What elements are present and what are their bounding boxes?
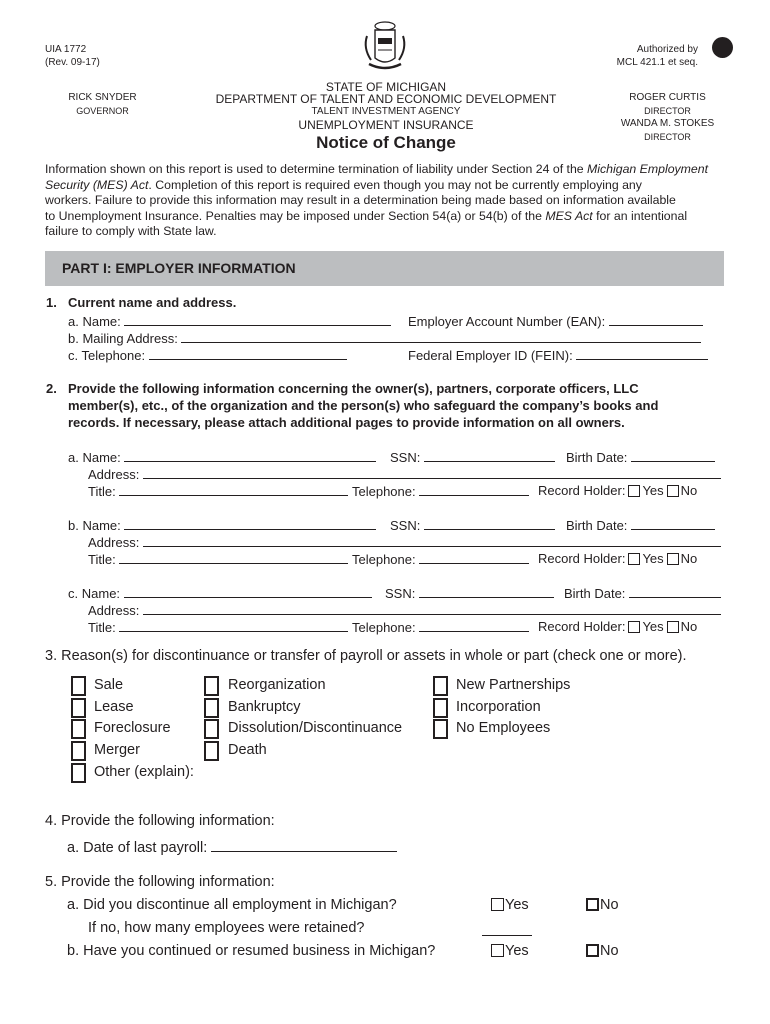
owner-title-field[interactable] <box>119 619 348 632</box>
q3-col3-checkbox-2[interactable] <box>433 719 448 739</box>
owner-telephone-label: Telephone: <box>352 620 416 635</box>
owner-letter: a. <box>68 450 79 465</box>
owner-title-label: Title: <box>88 620 116 635</box>
agency-name: TALENT INVESTMENT AGENCY <box>311 106 461 117</box>
owner-title-label: Title: <box>88 552 116 567</box>
ssn-label: SSN: <box>390 518 421 533</box>
last-payroll-field[interactable] <box>211 837 397 852</box>
record-holder-yes-checkbox[interactable] <box>628 621 640 633</box>
owner-2-record-holder <box>538 619 697 635</box>
ssn-field[interactable] <box>424 517 555 530</box>
yes-label: Yes <box>642 619 664 634</box>
black-dot-icon <box>712 37 733 58</box>
birth-date-label: Birth Date: <box>566 450 628 465</box>
intro-text: for an intentional <box>592 208 688 223</box>
owner-1-address-row <box>88 534 721 551</box>
fein-label: Federal Employer ID (FEIN): <box>408 348 573 363</box>
q3-col1-checkbox-1[interactable] <box>71 698 86 718</box>
authorized-by: Authorized by <box>636 44 698 55</box>
q5b-yes[interactable] <box>491 943 529 960</box>
mailing-address-label: b. Mailing Address: <box>68 331 178 346</box>
record-holder-label: Record Holder: <box>538 551 626 566</box>
state-name: STATE OF MICHIGAN <box>325 80 447 94</box>
birth-date-field[interactable] <box>631 517 715 530</box>
no-label: No <box>680 483 698 498</box>
q3-option-label: New Partnerships <box>456 677 571 693</box>
ssn-label: SSN: <box>385 586 416 601</box>
owner-0-address-row <box>88 466 721 483</box>
yes-label: Yes <box>642 483 664 498</box>
owner-address-label: Address: <box>88 535 140 550</box>
ssn-field[interactable] <box>419 585 554 598</box>
department-name: DEPARTMENT OF TALENT AND ECONOMIC DEVELOPMENT <box>215 92 557 106</box>
q3-col1-checkbox-3[interactable] <box>71 741 86 761</box>
telephone-field[interactable] <box>149 347 347 360</box>
q3-col2-checkbox-0[interactable] <box>204 676 219 696</box>
q3-option-label: Sale <box>94 677 124 693</box>
checkbox[interactable] <box>491 898 504 911</box>
yes-label: Yes <box>505 943 529 959</box>
q4-question: 4. Provide the following information: <box>45 813 275 829</box>
q3-col2-checkbox-2[interactable] <box>204 719 219 739</box>
director2-title: DIRECTOR <box>644 132 691 142</box>
q3-option-label: Lease <box>94 698 134 715</box>
q2-text: member(s), etc., of the organization and the person(s) who safeguard the company’s books and <box>68 398 659 413</box>
record-holder-yes-checkbox[interactable] <box>628 553 640 565</box>
owner-title-label: Title: <box>88 484 116 499</box>
birth-date-field[interactable] <box>629 585 721 598</box>
owner-0-name-row <box>68 449 376 466</box>
owner-0-title-row <box>88 483 348 500</box>
part1-banner <box>45 251 724 286</box>
q3-option-label: Merger <box>94 742 140 759</box>
q3-col2-checkbox-3[interactable] <box>204 741 219 761</box>
record-holder-no-checkbox[interactable] <box>667 621 679 633</box>
q3-col1-checkbox-0[interactable] <box>71 676 86 696</box>
page-title: Notice of Change <box>316 133 456 152</box>
q5b-question: b. Have you continued or resumed business in Michigan? <box>67 943 436 959</box>
record-holder-label: Record Holder: <box>538 619 626 634</box>
q4a-row <box>67 837 397 857</box>
q1-phone-row <box>68 347 347 364</box>
q3-option-label: Dissolution/Discontinuance <box>228 720 403 737</box>
owner-address-field[interactable] <box>143 534 721 547</box>
intro-text: Information shown on this report is used to determine termination of liability under Section 24 of the <box>45 162 588 176</box>
owner-name-label: Name: <box>82 450 121 465</box>
no-label: No <box>600 943 619 959</box>
owner-telephone-label: Telephone: <box>352 552 416 567</box>
q5b-no[interactable] <box>586 943 619 960</box>
owner-1-birth-row <box>566 517 715 534</box>
telephone-label: c. Telephone: <box>68 348 146 363</box>
q3-option-label: Reorganization <box>228 677 326 693</box>
owner-telephone-label: Telephone: <box>352 484 416 499</box>
q5-question: 5. Provide the following information: <box>45 874 275 890</box>
owner-name-label: Name: <box>82 518 121 533</box>
owner-0-phone-row <box>352 483 529 500</box>
intro-italic: Security (MES) Act <box>45 177 149 192</box>
owner-2-ssn-row <box>385 585 554 602</box>
birth-date-field[interactable] <box>631 449 715 462</box>
owner-0-record-holder <box>538 483 697 499</box>
last-payroll-label: a. Date of last payroll: <box>67 840 208 856</box>
q1-name-row <box>68 313 391 330</box>
q3-option-label: Bankruptcy <box>228 698 301 715</box>
q5a-no[interactable] <box>586 897 619 914</box>
director2-name: WANDA M. STOKES <box>620 118 715 129</box>
director1-title: DIRECTOR <box>644 106 691 116</box>
intro-paragraph <box>45 162 708 240</box>
employees-retained-field[interactable] <box>482 935 532 936</box>
no-label: No <box>680 619 698 634</box>
record-holder-no-checkbox[interactable] <box>667 485 679 497</box>
michigan-seal-icon <box>361 20 409 74</box>
owner-2-address-row <box>88 602 721 619</box>
owner-letter: c. <box>68 586 79 601</box>
owner-address-label: Address: <box>88 603 140 618</box>
q2-text: Provide the following information concerning the owner(s), partners, corporate officers, LLC <box>68 381 639 396</box>
intro-text: workers. Failure to provide this information may result in a determination being made based on information available <box>45 193 676 207</box>
owner-name-field[interactable] <box>124 449 376 462</box>
owner-0-ssn-row <box>390 449 555 466</box>
owner-name-label: Name: <box>81 586 121 601</box>
q5a-question: a. Did you discontinue all employment in Michigan? <box>67 897 397 913</box>
yes-label: Yes <box>642 551 664 566</box>
owner-1-record-holder <box>538 551 697 567</box>
q3-question: 3. Reason(s) for discontinuance or transfer of payroll or assets in whole or part (check one or more). <box>45 648 687 664</box>
checkbox[interactable] <box>586 944 599 957</box>
governor-name: RICK SNYDER <box>68 92 137 103</box>
q3-col1-checkbox-4[interactable] <box>71 763 86 783</box>
birth-date-label: Birth Date: <box>566 518 628 533</box>
owner-address-label: Address: <box>88 467 140 482</box>
q3-col3-checkbox-1[interactable] <box>433 698 448 718</box>
q1-ean-row <box>408 313 703 330</box>
ean-label: Employer Account Number (EAN): <box>408 314 606 329</box>
intro-text: failure to comply with State law. <box>45 224 217 238</box>
part1-heading: PART I: EMPLOYER INFORMATION <box>62 260 296 276</box>
owner-1-ssn-row <box>390 517 555 534</box>
owner-name-field[interactable] <box>124 585 372 598</box>
q1-number: 1. <box>46 295 57 310</box>
q3-option-label: Death <box>228 742 267 759</box>
checkbox[interactable] <box>491 944 504 957</box>
owner-1-phone-row <box>352 551 529 568</box>
q3-option-label: Foreclosure <box>94 720 171 737</box>
intro-text: to Unemployment Insurance. Penalties may be imposed under Section 54(a) or 54(b) of the <box>45 208 546 223</box>
yes-label: Yes <box>505 897 529 913</box>
owner-letter: b. <box>68 518 79 533</box>
q3-col2-checkbox-1[interactable] <box>204 698 219 718</box>
q3-option-label: Other (explain): <box>94 763 194 780</box>
form-revision: (Rev. 09-17) <box>45 57 100 68</box>
mcl-reference: MCL 421.1 et seq. <box>616 57 698 68</box>
q1-title: Current name and address. <box>68 295 237 310</box>
fein-field[interactable] <box>576 347 708 360</box>
q3-col1-checkbox-2[interactable] <box>71 719 86 739</box>
owner-2-birth-row <box>564 585 721 602</box>
owner-title-field[interactable] <box>119 483 348 496</box>
q2-number: 2. <box>46 381 57 396</box>
owner-address-field[interactable] <box>143 602 721 615</box>
owner-1-name-row <box>68 517 376 534</box>
owner-1-title-row <box>88 551 348 568</box>
record-holder-yes-checkbox[interactable] <box>628 485 640 497</box>
q3-option-label: No Employees <box>456 720 551 737</box>
governor-title: GOVERNOR <box>76 106 129 116</box>
q1-fein-row <box>408 347 708 364</box>
owner-title-field[interactable] <box>119 551 348 564</box>
birth-date-label: Birth Date: <box>564 586 626 601</box>
record-holder-no-checkbox[interactable] <box>667 553 679 565</box>
owner-telephone-field[interactable] <box>419 551 529 564</box>
q5a-sub-question: If no, how many employees were retained? <box>88 920 365 936</box>
intro-italic: Michigan Employment <box>587 162 709 176</box>
owner-2-name-row <box>68 585 372 602</box>
q3-option-label: Incorporation <box>456 698 541 715</box>
q3-col3-checkbox-0[interactable] <box>433 676 448 696</box>
owner-telephone-field[interactable] <box>419 619 529 632</box>
intro-text: . Completion of this report is required even though you may not be currently employing any <box>148 177 642 192</box>
name-label: a. Name: <box>68 314 121 329</box>
owner-telephone-field[interactable] <box>419 483 529 496</box>
owner-name-field[interactable] <box>124 517 376 530</box>
intro-italic: MES Act <box>545 208 593 223</box>
owner-0-birth-row <box>566 449 715 466</box>
checkbox[interactable] <box>586 898 599 911</box>
no-label: No <box>600 897 619 913</box>
owner-2-phone-row <box>352 619 529 636</box>
director1-name: ROGER CURTIS <box>629 92 706 103</box>
owner-2-title-row <box>88 619 348 636</box>
no-label: No <box>680 551 698 566</box>
mailing-address-field[interactable] <box>181 330 701 343</box>
q1-address-row <box>68 330 701 347</box>
employer-name-field[interactable] <box>124 313 391 326</box>
owner-address-field[interactable] <box>143 466 721 479</box>
ssn-label: SSN: <box>390 450 421 465</box>
q5a-yes[interactable] <box>491 897 529 914</box>
ean-field[interactable] <box>609 313 703 326</box>
ssn-field[interactable] <box>424 449 555 462</box>
division-name: UNEMPLOYMENT INSURANCE <box>298 118 474 132</box>
record-holder-label: Record Holder: <box>538 483 626 498</box>
form-number: UIA 1772 <box>45 44 87 55</box>
q2-text: records. If necessary, please attach additional pages to provide information on all owners. <box>68 415 625 430</box>
